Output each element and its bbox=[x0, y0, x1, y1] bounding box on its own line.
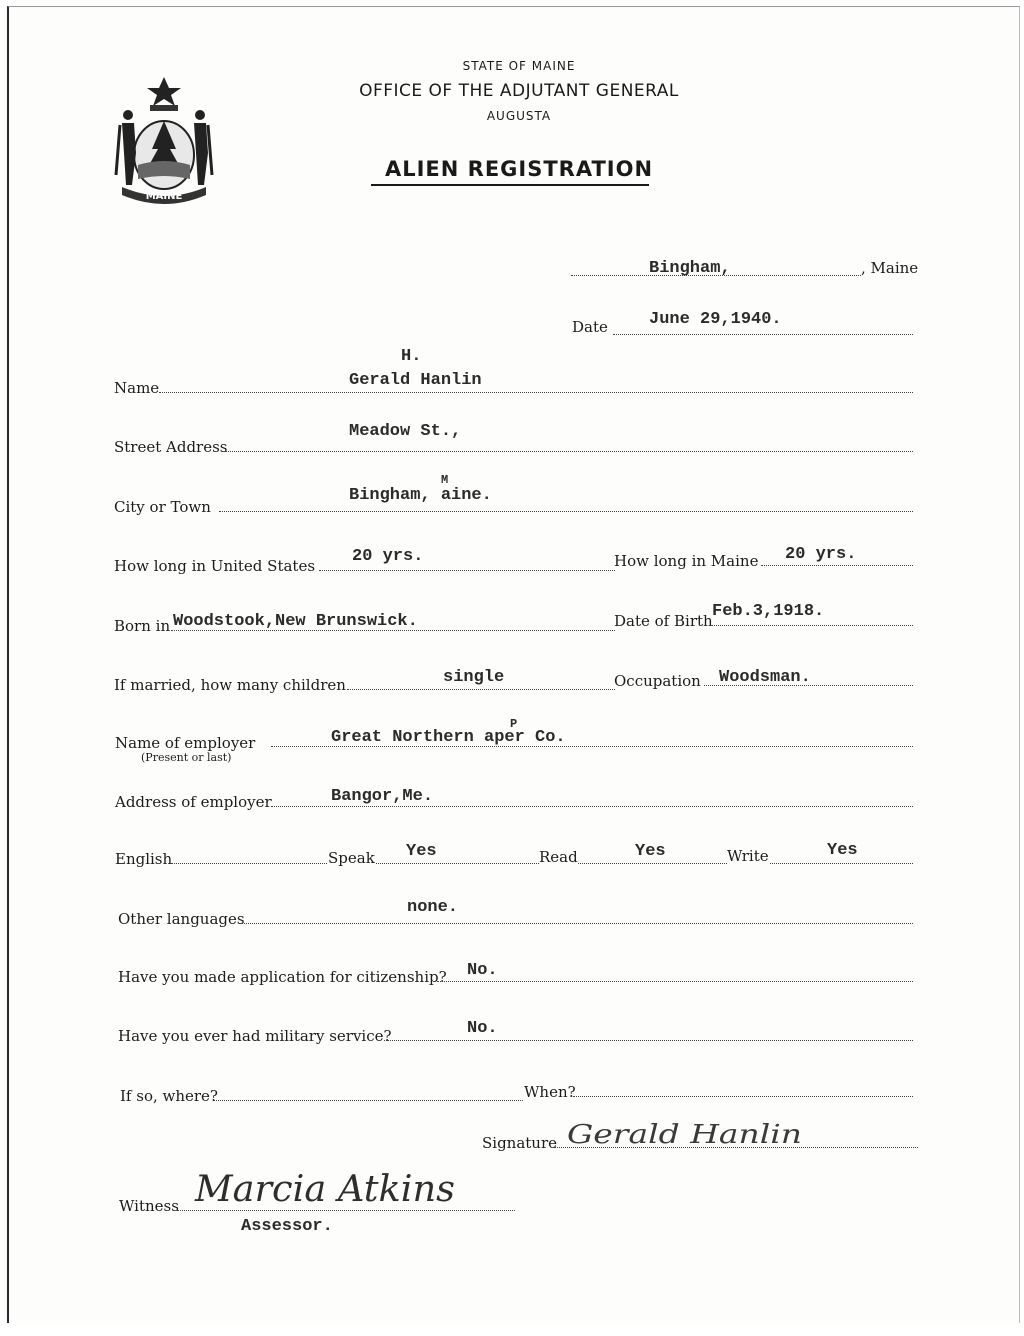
street-label: Street Address bbox=[114, 438, 228, 456]
children-line bbox=[347, 689, 615, 690]
english-label: English bbox=[115, 850, 173, 868]
place-suffix: , Maine bbox=[861, 259, 919, 277]
citizenship-value: No. bbox=[467, 961, 498, 980]
street-value: Meadow St., bbox=[349, 422, 462, 441]
employer-insert: P bbox=[510, 717, 518, 731]
city-insert: M bbox=[441, 473, 449, 487]
employer-address-value: Bangor,Me. bbox=[331, 787, 434, 806]
employer-address-label: Address of employer bbox=[115, 793, 272, 811]
when-line bbox=[573, 1096, 913, 1097]
where-line bbox=[214, 1100, 523, 1101]
military-value: No. bbox=[467, 1019, 498, 1038]
registration-form bbox=[7, 6, 1020, 1323]
city-label: City or Town bbox=[114, 498, 211, 516]
date-line bbox=[613, 334, 913, 335]
how-long-us-label: How long in United States bbox=[114, 557, 316, 575]
children-label: If married, how many children bbox=[114, 676, 346, 694]
header-city: AUGUSTA bbox=[486, 109, 552, 123]
speak-value: Yes bbox=[406, 842, 437, 861]
where-label: If so, where? bbox=[120, 1087, 218, 1105]
born-in-label: Born in bbox=[114, 617, 171, 635]
read-label: Read bbox=[539, 848, 578, 866]
place-value: Bingham, bbox=[649, 259, 731, 278]
occupation-value: Woodsman. bbox=[719, 668, 811, 687]
date-value: June 29,1940. bbox=[649, 310, 782, 329]
employer-value: Great Northern aper Co. bbox=[331, 728, 566, 747]
signature-label: Signature bbox=[482, 1134, 558, 1152]
signature-handwriting bbox=[557, 1105, 817, 1155]
other-languages-line bbox=[241, 923, 913, 924]
witness-label: Witness bbox=[119, 1197, 179, 1215]
write-value: Yes bbox=[827, 841, 858, 860]
name-value: Gerald Hanlin bbox=[349, 371, 482, 390]
military-line bbox=[384, 1040, 913, 1041]
street-line bbox=[225, 451, 913, 452]
name-label: Name bbox=[114, 379, 160, 397]
when-label: When? bbox=[524, 1083, 576, 1101]
born-in-value: Woodstook,New Brunswick. bbox=[173, 612, 418, 631]
dob-line bbox=[709, 625, 913, 626]
form-title: ALIEN REGISTRATION bbox=[384, 157, 654, 181]
seal-motto: MAINE bbox=[145, 191, 183, 202]
city-line bbox=[219, 511, 913, 512]
signature-text: Gerald Hanlin bbox=[567, 1120, 802, 1150]
how-long-maine-value: 20 yrs. bbox=[785, 545, 857, 564]
other-languages-value: none. bbox=[407, 898, 459, 917]
how-long-maine-line bbox=[761, 565, 913, 566]
military-label: Have you ever had military service? bbox=[118, 1027, 392, 1045]
occupation-label: Occupation bbox=[614, 672, 701, 690]
speak-label: Speak bbox=[328, 849, 375, 867]
write-label: Write bbox=[727, 847, 769, 865]
read-value: Yes bbox=[635, 842, 666, 861]
header-state: STATE OF MAINE bbox=[462, 59, 576, 73]
employer-sublabel: (Present or last) bbox=[141, 751, 232, 764]
witness-handwriting bbox=[189, 1147, 479, 1217]
citizenship-line bbox=[437, 981, 913, 982]
name-insert: H. bbox=[401, 347, 422, 366]
how-long-us-value: 20 yrs. bbox=[352, 547, 424, 566]
dob-label: Date of Birth bbox=[614, 612, 713, 630]
employer-label: Name of employer bbox=[115, 734, 256, 752]
children-value: single bbox=[443, 668, 505, 687]
how-long-maine-label: How long in Maine bbox=[614, 552, 759, 570]
other-languages-label: Other languages bbox=[118, 910, 245, 928]
city-value: Bingham, aine. bbox=[349, 486, 492, 505]
citizenship-label: Have you made application for citizenship? bbox=[118, 968, 447, 986]
witness-signature-text: Marcia Atkins bbox=[193, 1169, 455, 1210]
header-office: OFFICE OF THE ADJUTANT GENERAL bbox=[359, 81, 679, 101]
name-line bbox=[159, 392, 913, 393]
witness-title: Assessor. bbox=[241, 1217, 333, 1236]
employer-address-line bbox=[271, 806, 913, 807]
date-label: Date bbox=[572, 318, 608, 336]
dob-value: Feb.3,1918. bbox=[712, 602, 825, 621]
title-underline bbox=[371, 184, 649, 186]
how-long-us-line bbox=[319, 570, 615, 571]
